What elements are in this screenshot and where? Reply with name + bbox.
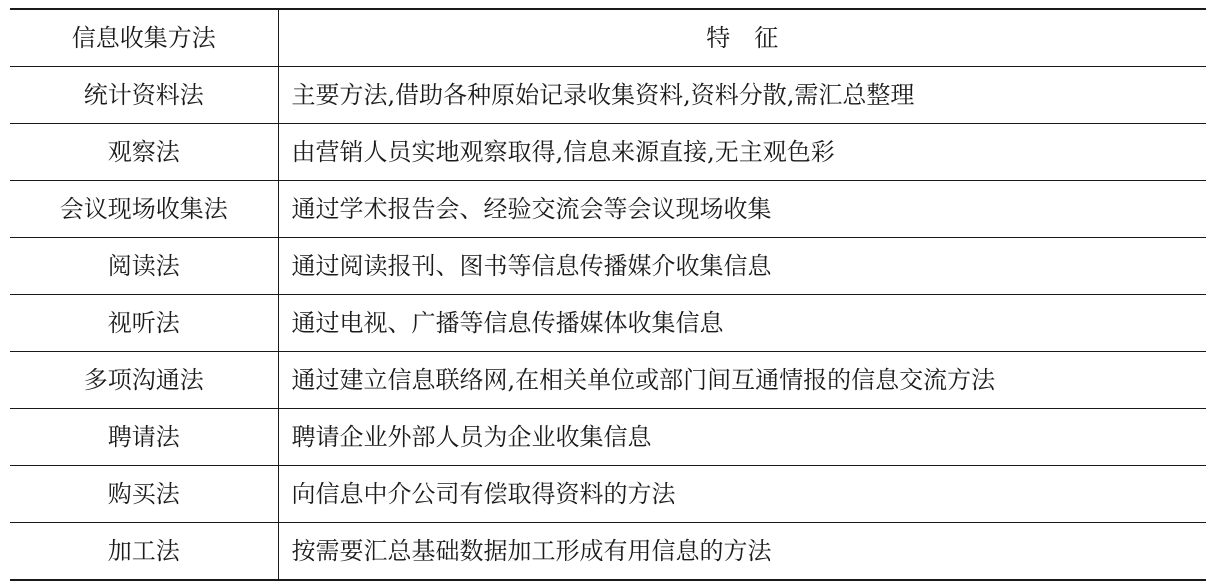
method-cell: 加工法 (10, 523, 278, 581)
method-cell: 购买法 (10, 466, 278, 523)
feature-cell: 向信息中介公司有偿取得资料的方法 (291, 480, 676, 508)
table-row (10, 466, 1206, 523)
method-cell: 统计资料法 (10, 67, 278, 124)
table-header-row (10, 9, 1206, 67)
table-row (10, 181, 1206, 238)
table-row (10, 238, 1206, 295)
feature-cell: 按需要汇总基础数据加工形成有用信息的方法 (291, 537, 772, 565)
feature-cell: 主要方法,借助各种原始记录收集资料,资料分散,需汇总整理 (291, 81, 915, 109)
method-cell: 阅读法 (10, 238, 278, 295)
method-cell: 会议现场收集法 (10, 181, 278, 238)
method-cell: 聘请法 (10, 409, 278, 466)
table-row (10, 409, 1206, 466)
feature-cell: 通过阅读报刊、图书等信息传播媒介收集信息 (291, 252, 772, 280)
method-cell: 视听法 (10, 295, 278, 352)
method-cell: 观察法 (10, 124, 278, 181)
method-cell: 多项沟通法 (10, 352, 278, 409)
header-feature: 特 征 (706, 24, 779, 52)
info-collection-table-container (10, 8, 1206, 581)
feature-cell: 由营销人员实地观察取得,信息来源直接,无主观色彩 (291, 138, 835, 166)
table-row (10, 352, 1206, 409)
feature-cell: 通过学术报告会、经验交流会等会议现场收集 (291, 195, 772, 223)
feature-cell: 通过电视、广播等信息传播媒体收集信息 (291, 309, 724, 337)
table-row (10, 295, 1206, 352)
header-method: 信息收集方法 (10, 9, 278, 67)
feature-cell: 通过建立信息联络网,在相关单位或部门间互通情报的信息交流方法 (291, 366, 996, 394)
feature-cell: 聘请企业外部人员为企业收集信息 (291, 423, 652, 451)
info-collection-methods-table (10, 8, 1206, 581)
table-row (10, 67, 1206, 124)
table-row (10, 124, 1206, 181)
table-row (10, 523, 1206, 581)
